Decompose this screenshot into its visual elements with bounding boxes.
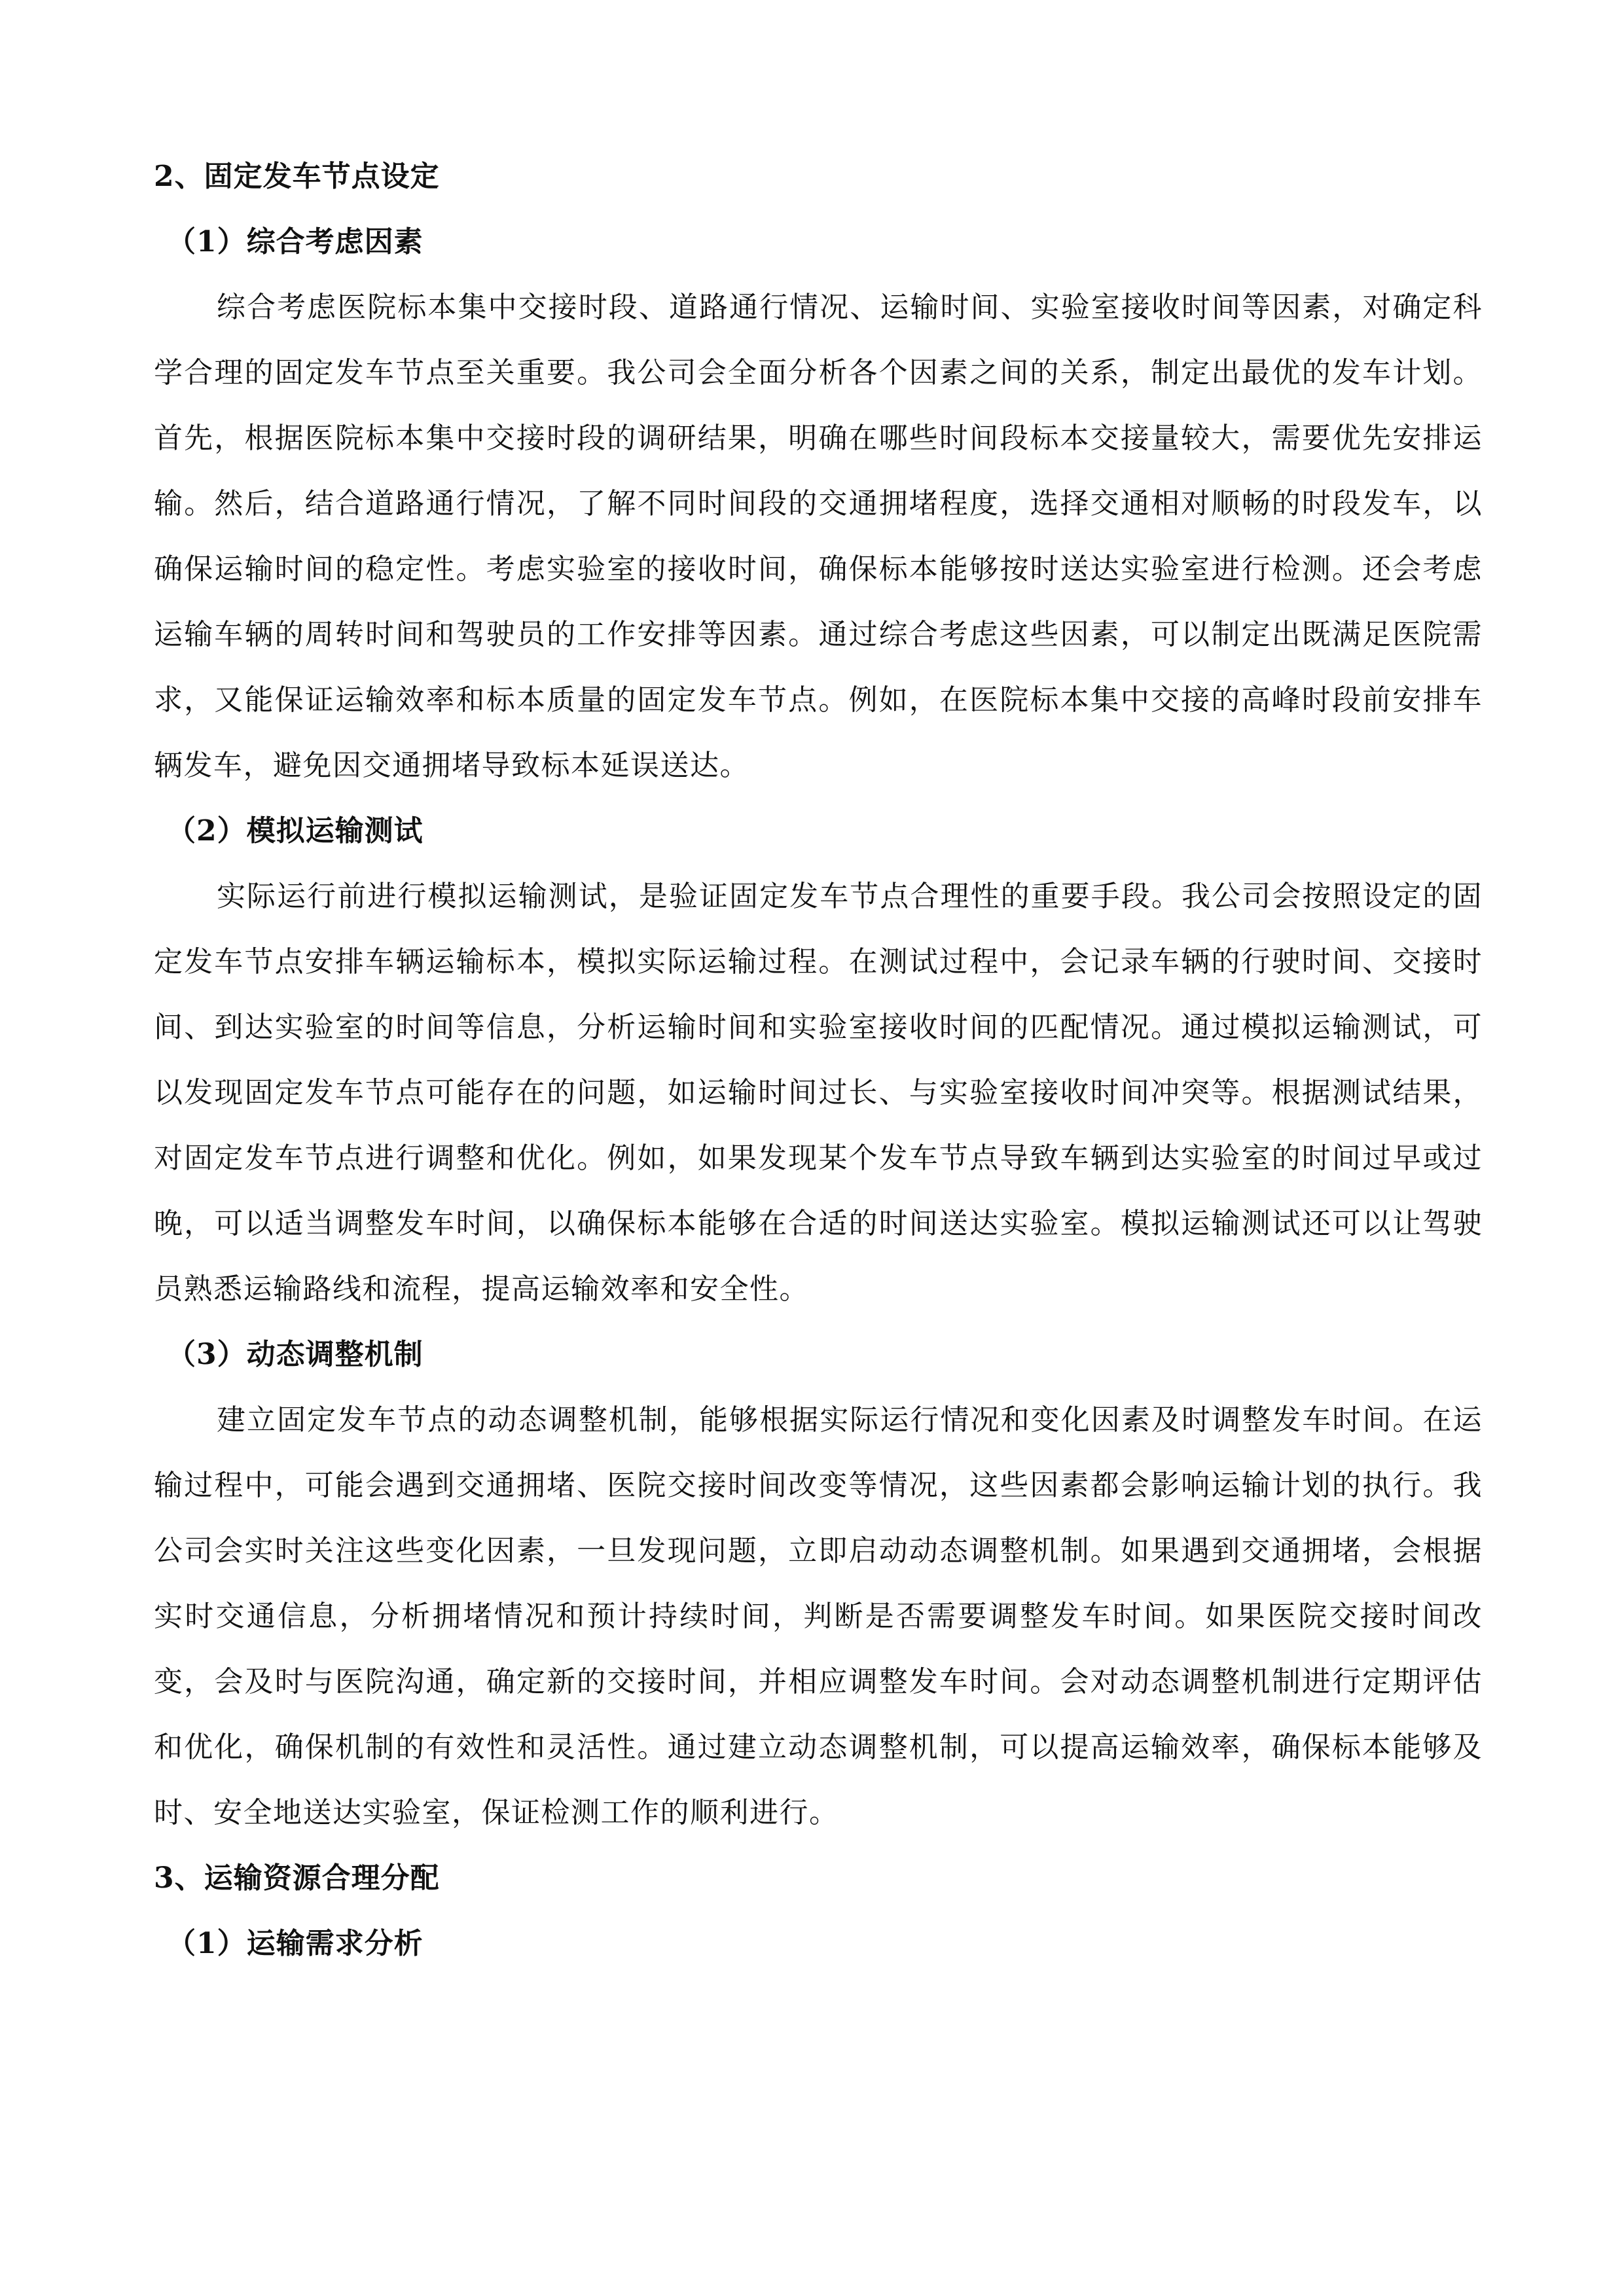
subsection-heading: （1）运输需求分析 <box>167 1927 424 1960</box>
subsection-heading: （2）模拟运输测试 <box>167 814 424 848</box>
section-heading: 2、固定发车节点设定 <box>154 160 440 193</box>
subsection-heading: （1）综合考虑因素 <box>167 225 424 259</box>
section-heading: 3、运输资源合理分配 <box>154 1861 440 1895</box>
document-page <box>154 144 1483 1977</box>
body-paragraph: 实际运行前进行模拟运输测试，是验证固定发车节点合理性的重要手段。我公司会按照设定的固定发车节点安排车辆运输标本，模拟实际运输过程。在测试过程中，会记录车辆的行驶时间、交接时间、到达实验室的时间等信息，分析运输时间和实验室接收时间的匹配情况。通过模拟运输测试，可以发现固定发车节点可能存在的问题，如运输时间过长、与实验室接收时间冲突等。根据测试结果，对固定发车节点进行调整和优化。例如，如果发现某个发车节点导致车辆到达实验室的时间过早或过晚，可以适当调整发车时间，以确保标本能够在合适的时间送达实验室。模拟运输测试还可以让驾驶员熟悉运输路线和流程，提高运输效率和安全性。 <box>154 880 1483 1306</box>
body-paragraph: 建立固定发车节点的动态调整机制，能够根据实际运行情况和变化因素及时调整发车时间。在运输过程中，可能会遇到交通拥堵、医院交接时间改变等情况，这些因素都会影响运输计划的执行。我公司会实时关注这些变化因素，一旦发现问题，立即启动动态调整机制。如果遇到交通拥堵，会根据实时交通信息，分析拥堵情况和预计持续时间，判断是否需要调整发车时间。如果医院交接时间改变，会及时与医院沟通，确定新的交接时间，并相应调整发车时间。会对动态调整机制进行定期评估和优化，确保机制的有效性和灵活性。通过建立动态调整机制，可以提高运输效率，确保标本能够及时、安全地送达实验室，保证检测工作的顺利进行。 <box>154 1403 1483 1829</box>
subsection-heading: （3）动态调整机制 <box>167 1338 424 1371</box>
body-paragraph: 综合考虑医院标本集中交接时段、道路通行情况、运输时间、实验室接收时间等因素，对确定科学合理的固定发车节点至关重要。我公司会全面分析各个因素之间的关系，制定出最优的发车计划。首先，根据医院标本集中交接时段的调研结果，明确在哪些时间段标本交接量较大，需要优先安排运输。然后，结合道路通行情况，了解不同时间段的交通拥堵程度，选择交通相对顺畅的时段发车，以确保运输时间的稳定性。考虑实验室的接收时间，确保标本能够按时送达实验室进行检测。还会考虑运输车辆的周转时间和驾驶员的工作安排等因素。通过综合考虑这些因素，可以制定出既满足医院需求，又能保证运输效率和标本质量的固定发车节点。例如，在医院标本集中交接的高峰时段前安排车辆发车，避免因交通拥堵导致标本延误送达。 <box>154 291 1483 782</box>
